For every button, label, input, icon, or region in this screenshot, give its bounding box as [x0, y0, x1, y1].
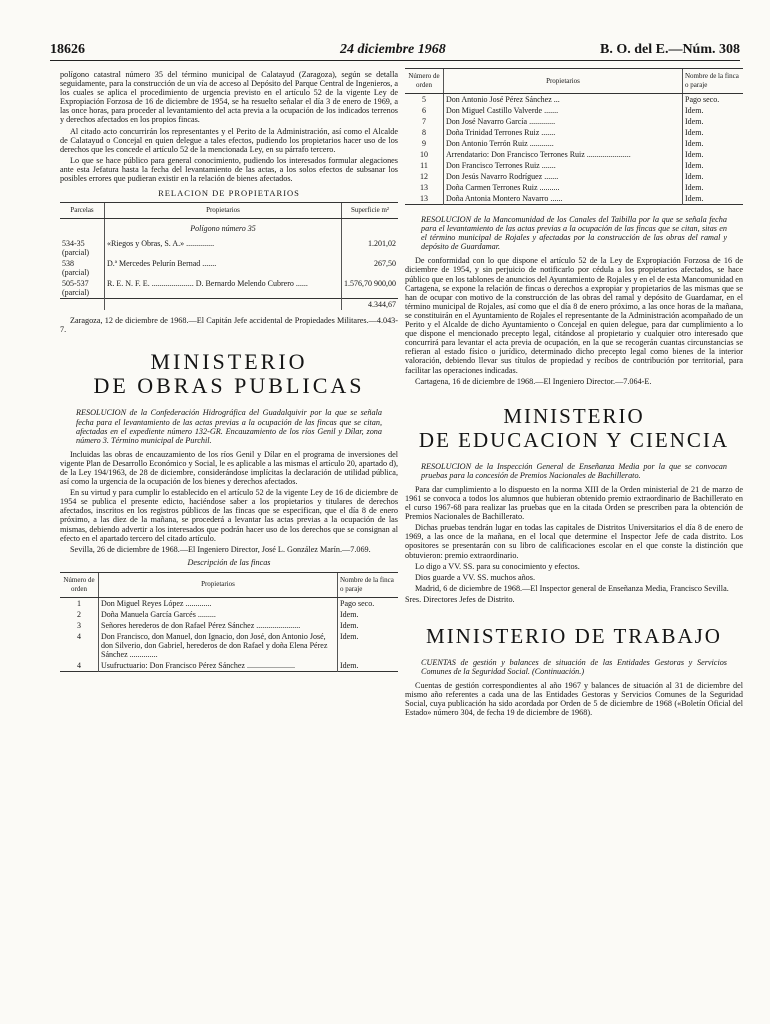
table-row — [60, 660, 398, 672]
resolution-title: RESOLUCION de la Inspección General de Enseñanza Media por la que se convocan pruebas para la concesión de Premios Nacionales de Bachillerato. — [421, 461, 727, 480]
table-row — [405, 160, 743, 171]
cell-name: Doña Manuela García Garcés ......... — [99, 609, 338, 620]
ministry-heading — [405, 624, 743, 648]
cell-name: Don Antonio Terrón Ruiz ............ — [444, 138, 683, 149]
table-row — [60, 258, 398, 278]
col-header: Nombre de la finca o paraje — [338, 572, 399, 597]
cell-num: 12 — [420, 172, 428, 181]
cell-paraje: Pago seco. — [338, 597, 399, 609]
cell-num: 11 — [420, 161, 428, 170]
body-paragraph: Dios guarde a VV. SS. muchos años. — [415, 572, 536, 582]
cell-name: Don Jesús Navarro Rodríguez ....... — [444, 171, 683, 182]
cell-num: 9 — [422, 139, 426, 148]
table-row — [405, 116, 743, 127]
body-paragraph: Dichas pruebas tendrán lugar en todas las capitales de Distritos Universitarios el día 8 de enero de 1969, a las once de la mañana, en el local que determine el Inspector Jefe de cada distrito. Los opositores se presentarán con su libro de calificaciones escolar en el que conste la distinción que obtuvieron: premio extraordinario. — [405, 523, 743, 560]
col-header: Número de orden — [405, 69, 444, 94]
cell-num: 8 — [422, 128, 426, 137]
table-row — [405, 94, 743, 106]
cell-paraje: Idem. — [338, 631, 399, 660]
cell-num: 10 — [420, 150, 428, 159]
col-header: Número de orden — [60, 572, 99, 597]
intro-paragraph: Al citado acto concurrirán los representantes y el Perito de la Administración, así como el Alcalde de Calatayud o Concejal en quien delegue a tales efectos, pudiendo los propietarios hacer uso de los derechos que les concede el artículo 52 de la mencionada Ley, en su párrafo tercero. — [60, 126, 398, 154]
table-row — [405, 182, 743, 193]
col-header: Propietarios — [105, 203, 342, 219]
cell-name: Don Miguel Reyes López ............. — [99, 597, 338, 609]
cell-paraje: Idem. — [683, 138, 744, 149]
descripcion-title: Descripción de las fincas — [187, 557, 271, 567]
cell-paraje: Idem. — [683, 160, 744, 171]
cell-num: 4 — [77, 660, 81, 670]
cell-name: Doña Antonia Montero Navarro ...... — [444, 193, 683, 205]
col-header: Superficie m² — [342, 203, 399, 219]
cell-num: 4 — [77, 631, 81, 641]
cell-parcela: 538 (parcial) — [62, 259, 90, 278]
cell-paraje: Idem. — [683, 149, 744, 160]
cell-paraje: Idem. — [338, 660, 399, 672]
page-header — [50, 42, 740, 58]
table-row — [405, 127, 743, 138]
cell-num: 2 — [77, 609, 81, 619]
cell-propietario: D.ª Mercedes Pelurín Bernad ....... — [105, 258, 342, 278]
cell-paraje: Idem. — [683, 193, 744, 205]
table-row — [405, 149, 743, 160]
table-total-row — [60, 299, 398, 311]
ministry-line: DE EDUCACION Y CIENCIA — [418, 427, 730, 452]
cell-name: Don José Navarro García ............. — [444, 116, 683, 127]
ministry-heading — [60, 350, 398, 398]
cell-name: Doña Carmen Terrones Ruiz .......... — [444, 182, 683, 193]
body-paragraph: Sres. Directores Jefes de Distrito. — [405, 594, 515, 604]
cell-paraje: Idem. — [683, 116, 744, 127]
ministry-line: MINISTERIO DE TRABAJO — [426, 624, 722, 648]
cell-parcela: 534-35 (parcial) — [62, 239, 90, 258]
table-row — [405, 105, 743, 116]
table-row — [60, 631, 398, 660]
right-column — [405, 68, 743, 720]
fincas-table-continued — [405, 68, 743, 205]
table-row — [60, 620, 398, 631]
cell-paraje: Idem. — [683, 182, 744, 193]
body-paragraph: Cuentas de gestión correspondientes al año 1967 y balances de situación al 31 de diciembre del mismo año referentes a cada una de las Entidades Gestoras y Servicios Comunes de la Seguridad Social, cuya publicación ha sido acordada por Orden de 5 de diciembre de 1968 («Boletín Oficial del Estado» número 304, de fecha 19 de diciembre de 1968). — [405, 681, 743, 718]
cell-name: Don Antonio José Pérez Sánchez ... — [444, 94, 683, 106]
col-header: Propietarios — [444, 69, 683, 94]
header-rule — [50, 60, 740, 61]
cell-num: 6 — [422, 106, 426, 115]
resolution-title: RESOLUCION de la Mancomunidad de los Canales del Taibilla por la que se señala fecha para el levantamiento de las actas previas a la ocupación de las fincas que se citan, sitas en el término municipal de Rojales y afectadas por la construcción de las obras del ramal y depósito de Guardamar. — [421, 215, 727, 252]
resolution-title: RESOLUCION de la Confederación Hidrográfica del Guadalquivir por la que se señala fecha para el levantamiento de las actas previas a la ocupación de las fincas que se citan, afectadas en el expediente número 132-GR. Encauzamiento de los ríos Genil y Dílar, zona número 3. Término municipal de Purchil. — [76, 408, 382, 445]
body-paragraph: Incluidas las obras de encauzamiento de los ríos Genil y Dílar en el programa de inversiones del vigente Plan de Desarrollo Económico y Social, le es aplicable a las mismas el artículo 20, apartado d), de la Ley 194/1963, de 28 de diciembre, considerándose implícitas la declaración de utilidad pública, así como la urgencia de la ocupación de los bienes y derechos afectados. — [60, 449, 398, 487]
body-paragraph: Madrid, 6 de diciembre de 1968.—El Inspector general de Enseñanza Media, Francisco Sevilla. — [415, 583, 729, 593]
body-paragraph: Sevilla, 26 de diciembre de 1968.—El Ingeniero Director, José L. González Marín.—7.069. — [70, 544, 371, 554]
cell-name: Señores herederos de don Rafael Pérez Sánchez ...................... — [99, 620, 338, 631]
col-header: Nombre de la finca o paraje — [683, 69, 744, 94]
col-header: Propietarios — [99, 572, 338, 597]
owners-table — [60, 202, 398, 310]
cell-total: 4.344,67 — [342, 299, 399, 311]
body-paragraph: En su virtud y para cumplir lo establecido en el artículo 52 de la vigente Ley de 16 de diciembre de 1954 se publica el presente edicto, haciéndose saber a los propietarios y titulares de derechos afectados, inscritos en los registros públicos de las fincas que se especifican, que el día 8 de enero próximo, a las diez de la mañana, se procederá a levantar las actas previas a la ocupación de las mismas, debiendo advertir a los interesados que podrán hacer uso de los derechos que se consignan al efecto en el apartado tercero del citado artículo. — [60, 488, 398, 543]
ministry-line: DE OBRAS PUBLICAS — [93, 373, 365, 399]
table-subtitle: Polígono número 35 — [105, 219, 342, 239]
cell-name: Usufructuario: Don Francisco Pérez Sánchez ........................ — [99, 660, 338, 672]
table-row — [405, 138, 743, 149]
page-number: 18626 — [50, 42, 85, 57]
signature: Zaragoza, 12 de diciembre de 1968.—El Capitán Jefe accidental de Propiedades Militares.—4.043-7. — [60, 316, 398, 335]
intro-paragraph: polígono catastral número 35 del término municipal de Calatayud (Zaragoza), según se detalla seguidamente, para la construcción de un vía de acceso al Depósito del Parque Central de Ingenieros, a los cuales se aplica el procedimiento de urgencia previsto en el artículo 52 de la vigente Ley de Expropiación Forzosa de 16 de diciembre de 1954, se ha resuelto señalar el día 3 de enero de 1969, a las once horas, para proceder al levantamiento del acta previa a la ocupación de los indicados terrenos y derechos afectados en los propios fincas. — [60, 70, 398, 125]
cell-num: 13 — [420, 183, 428, 192]
cell-name: Don Francisco Terrones Ruiz ....... — [444, 160, 683, 171]
ministry-line: MINISTERIO — [150, 349, 308, 375]
ministry-heading — [405, 404, 743, 452]
cell-superficie: 1.576,70 900,00 — [342, 278, 399, 299]
cell-num: 3 — [77, 620, 81, 630]
cell-paraje: Idem. — [683, 127, 744, 138]
col-header: Parcelas — [60, 203, 105, 219]
cell-superficie: 267,50 — [342, 258, 399, 278]
issue-date: 24 diciembre 1968 — [340, 42, 446, 57]
cell-paraje: Idem. — [683, 171, 744, 182]
table-row — [60, 597, 398, 609]
cell-name: Doña Trinidad Terrones Ruiz ....... — [444, 127, 683, 138]
cell-num: 1 — [77, 598, 81, 608]
cell-name: Arrendatario: Don Francisco Terrones Ruiz ...................... — [444, 149, 683, 160]
cell-name: Don Miguel Castillo Valverde ....... — [444, 105, 683, 116]
body-paragraph: De conformidad con lo que dispone el artículo 52 de la Ley de Expropiación Forzosa de 16 de diciembre de 1954, y sin perjuicio de notificarlo por cédula a los propietarios afectados, se hace público que en los tablones de anuncios del Ayuntamiento de Rojales y en el de esta Mancomunidad en Cartagena, se expone la relación de fincas o derechos a expropiar y propietarios de las mismas que se han de ocupar con motivo de la construcción de las obras del ramal y depósito de Guardamar, en el término municipal de Rojales, así como que el día 8 de enero próximo, a las once horas de la mañana, se constituirán en el Ayuntamiento de Rojales el representante de la Administración acompañado de un Perito y el Alcalde de dicho Ayuntamiento o Concejal en quien delegue, para dar cumplimiento a lo que dispone el mencionado precepto legal, citándose al propietario y cualquier otro interesado que concurrirá para levantar el acta previa de ocupación, en la que se recogerán cuantas circunstancias se refieran al estado físico o jurídico, determinado dicho precepto legal como bienes de la interior valoración, debiendo llevar sus títulos de propiedad y recibos de contribución por territorial, para facilitar las operaciones indicadas. — [405, 256, 743, 375]
resolution-title: CUENTAS de gestión y balances de situación de las Entidades Gestoras y Servicios Comunes de la Seguridad Social. (Continuación.) — [421, 658, 727, 677]
cell-paraje: Pago seco. — [683, 94, 744, 106]
body-paragraph: Cartagena, 16 de diciembre de 1968.—El Ingeniero Director.—7.064-E. — [415, 376, 652, 386]
table-row — [60, 609, 398, 620]
table-row — [405, 171, 743, 182]
relacion-title: RELACION DE PROPIETARIOS — [158, 188, 300, 199]
cell-propietario: R. E. N. F. E. ..................... D. Bernardo Melendo Cubrero ...... — [105, 278, 342, 299]
cell-name: Don Francisco, don Manuel, don Ignacio, don José, don Antonio José, don Silverio, don Gabriel, herederos de don Rafael y doña Elena Pérez Sánchez .............. — [99, 631, 338, 660]
intro-paragraph: Lo que se hace público para general conocimiento, pudiendo los interesados formular alegaciones ante esta Jefatura hasta la fecha del levantamiento de las actas, a los solos efectos de subsanar los posibles errores que pudieran existir en la relación de bienes afectados. — [60, 155, 398, 184]
table-row — [60, 278, 398, 299]
publication-name: B. O. del E.—Núm. 308 — [599, 42, 740, 57]
cell-superficie: 1.201,02 — [342, 238, 399, 258]
cell-num: 13 — [420, 194, 428, 203]
cell-num: 7 — [422, 117, 426, 126]
body-paragraph: Para dar cumplimiento a lo dispuesto en la norma XIII de la Orden ministerial de 21 de marzo de 1961 se convoca a todos los alumnos que hubieran obtenido premio extraordinario de Bachillerato en el curso 1967-68 para realizar las pruebas que en la citada Orden se prescriben para la obtención de Premios Nacionales de Bachillerato. — [405, 484, 743, 522]
cell-paraje: Idem. — [683, 105, 744, 116]
table-row — [60, 238, 398, 258]
ministry-line: MINISTERIO — [503, 403, 645, 428]
cell-propietario: «Riegos y Obras, S. A.» .............. — [105, 238, 342, 258]
cell-paraje: Idem. — [338, 620, 399, 631]
cell-paraje: Idem. — [338, 609, 399, 620]
body-paragraph: Lo digo a VV. SS. para su conocimiento y efectos. — [415, 561, 580, 571]
fincas-table — [60, 572, 398, 672]
left-column — [60, 70, 398, 672]
cell-num: 5 — [422, 95, 426, 104]
cell-parcela: 505-537 (parcial) — [62, 279, 90, 298]
table-row — [405, 193, 743, 205]
